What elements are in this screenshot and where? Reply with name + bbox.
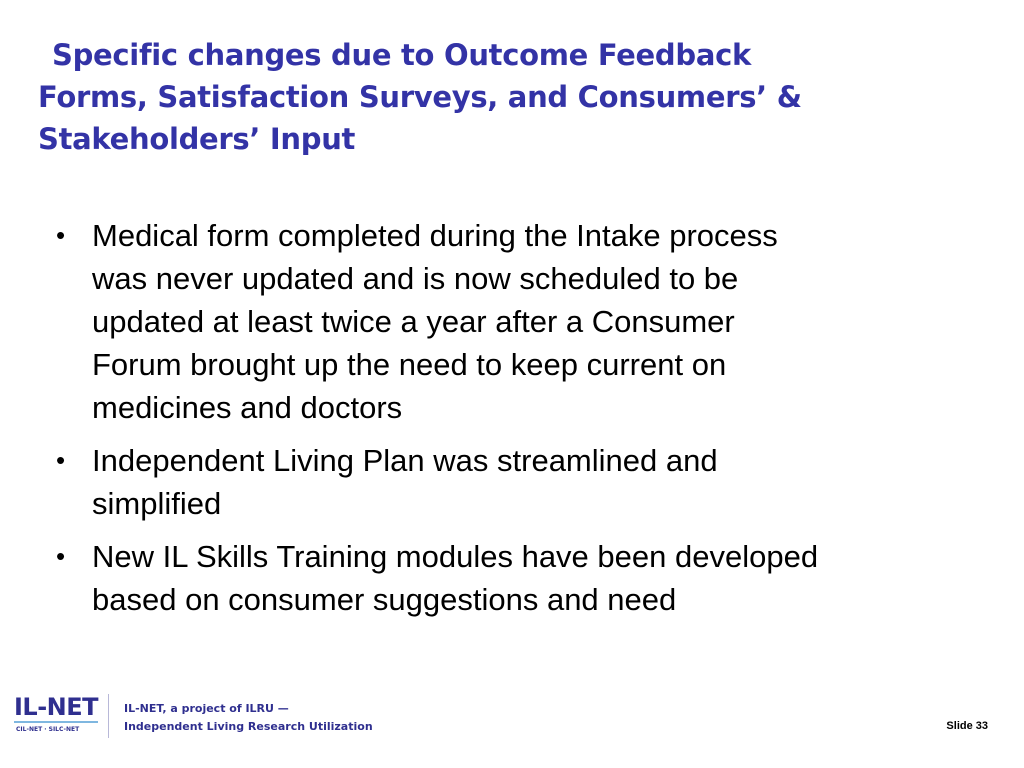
bullet-marker: • <box>56 220 66 250</box>
logo-subtext: CIL-NET · SILC-NET <box>16 726 80 733</box>
bullet-text <box>92 535 976 621</box>
bullet-text <box>92 439 976 525</box>
title-line: Specific changes due to Outcome Feedback <box>52 38 751 72</box>
bullet-line: Independent Living Plan was streamlined and <box>92 443 718 478</box>
bullet-item <box>56 439 976 525</box>
bullet-text <box>92 214 976 429</box>
bullet-line: Medical form completed during the Intake process <box>92 218 778 253</box>
footer-tagline <box>124 700 373 736</box>
bullet-line: medicines and doctors <box>92 390 403 425</box>
bullet-marker: • <box>56 445 66 475</box>
bullet-line: updated at least twice a year after a Consumer <box>92 304 735 339</box>
slide-title <box>38 34 998 160</box>
bullet-item <box>56 214 976 429</box>
title-line: Stakeholders’ Input <box>38 122 356 156</box>
bullet-line: Forum brought up the need to keep current on <box>92 347 727 382</box>
footer-divider <box>108 694 109 738</box>
bullet-line: simplified <box>92 486 222 521</box>
bullet-marker: • <box>56 541 66 571</box>
bullet-line: based on consumer suggestions and need <box>92 582 677 617</box>
logo-text: IL-NET <box>14 693 99 721</box>
tagline-line: IL-NET, a project of ILRU — <box>124 702 289 715</box>
bullet-line: was never updated and is now scheduled to be <box>92 261 739 296</box>
bullet-list <box>56 214 976 631</box>
tagline-line: Independent Living Research Utilization <box>124 720 373 733</box>
logo-underline <box>14 721 98 723</box>
title-line: Forms, Satisfaction Surveys, and Consumers’ & <box>38 80 802 114</box>
il-net-logo <box>14 694 104 738</box>
bullet-item <box>56 535 976 621</box>
bullet-line: New IL Skills Training modules have been developed <box>92 539 819 574</box>
slide-number: Slide 33 <box>946 720 988 732</box>
